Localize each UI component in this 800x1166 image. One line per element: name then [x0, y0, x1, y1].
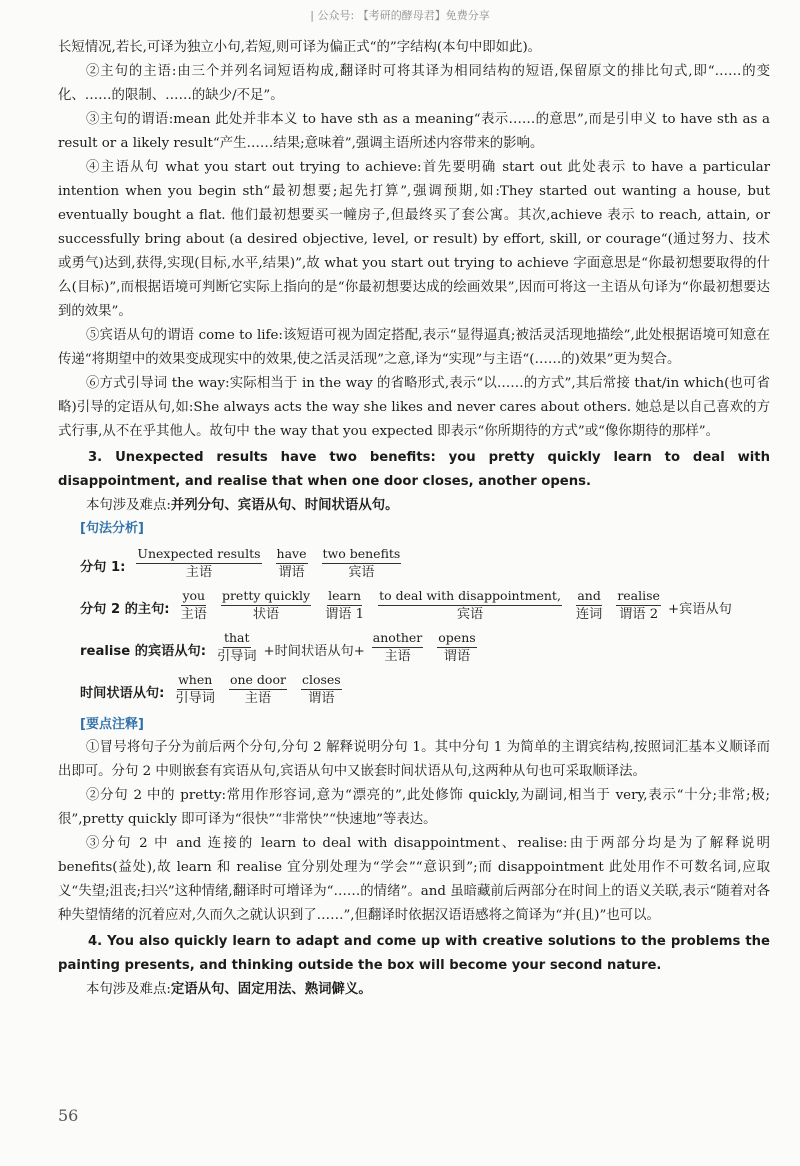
- analysis-row-label: realise 的宾语从句:: [80, 644, 206, 659]
- component-role: 主语: [185, 565, 213, 580]
- difficulty-prefix: 本句涉及难点:: [86, 498, 171, 513]
- analysis-row-label: 分句 1:: [80, 560, 126, 575]
- component-role: 谓语 1: [325, 607, 365, 622]
- key-note-1: ①冒号将句子分为前后两个分句,分句 2 解释说明分句 1。其中分句 1 为简单的主谓宾结构,按照词汇基本义顺译而出即可。分句 2 中则嵌套有宾语从句,宾语从句中又嵌套时间状语从句,这两种从句也可采取顺译法。: [58, 740, 770, 779]
- component-role: 宾语: [348, 565, 375, 580]
- component-role: 谓语: [308, 691, 335, 706]
- component-text: and: [576, 588, 602, 606]
- component-role: 主语: [384, 649, 411, 664]
- sentence-component: [301, 672, 342, 707]
- component-text: closes: [301, 672, 342, 690]
- paragraph-note-5: ⑤宾语从句的谓语 come to life:该短语可视为固定搭配,表示“显得逼真;被活灵活现地描绘”,此处根据语境可知意在传递“将期望中的效果变成现实中的效果,使之活灵活现”之意,译为“实现”与主语“(……的)效果”更为契合。: [58, 328, 770, 367]
- component-text: that: [223, 630, 251, 648]
- syntax-analysis-label: [句法分析]: [80, 521, 144, 536]
- paragraph-continuation: 长短情况,若长,可译为独立小句,若短,则可译为偏正式“的”字结构(本句中即如此)。: [58, 40, 542, 55]
- page-number: 56: [58, 1106, 79, 1125]
- sentence-4-title: 4. You also quickly learn to adapt and come up with creative solutions to the problems the painting presents, and thinking outside the box will become your second nature.: [58, 934, 770, 973]
- key-note-2: ②分句 2 中的 pretty:常用作形容词,意为“漂亮的”,此处修饰 quickly,为副词,相当于 very,表示“十分;非常;极;很”,pretty quickly 即可译为“很快”“非常快”“快速地”等表达。: [58, 788, 770, 827]
- component-text: Unexpected results: [136, 546, 261, 564]
- component-text: you: [181, 588, 206, 606]
- sentence-3-title: 3. Unexpected results have two benefits: you pretty quickly learn to deal with disappointment, and realise that when one door closes, another opens.: [58, 450, 770, 489]
- analysis-row-label: 分句 2 的主句:: [80, 602, 170, 617]
- sentence-component: [325, 588, 364, 623]
- component-role: 谓语: [278, 565, 305, 580]
- component-role: 主语: [244, 691, 272, 706]
- component-text: pretty quickly: [221, 588, 311, 606]
- key-notes-label: [要点注释]: [80, 717, 144, 732]
- sentence-component: [175, 672, 215, 707]
- syntax-analysis: [58, 546, 770, 708]
- header-text: | 公众号: 【考研的酵母君】免费分享: [310, 9, 490, 22]
- analysis-row: [80, 672, 770, 708]
- sentence-4-difficulty: [58, 978, 770, 1002]
- sentence-component: [136, 546, 261, 581]
- component-text: another: [372, 630, 423, 648]
- component-text: opens: [437, 630, 476, 648]
- sentence-component: [437, 630, 476, 665]
- component-role: 连词: [575, 607, 603, 622]
- key-note-3: ③分句 2 中 and 连接的 learn to deal with disappointment、realise:由于两部分均是为了解释说明 benefits(益处),故 learn 和 realise 宜分别处理为“学会”“意识到”;而 disappointment 此处用作不可数名词,应取义“失望;沮丧;扫兴”这种情绪,翻译时可增译为“……的情绪”。and 虽暗藏前后两部分在时间上的语义关联,表示“随着对各种失望情绪的沉着应对,久而久之就认识到了……”,但翻译时依据汉语语感将之简译为“并(且)”也可以。: [58, 836, 770, 923]
- component-role: 引导词: [216, 649, 257, 664]
- sentence-component: [221, 588, 311, 623]
- paragraph-note-6: ⑥方式引导词 the way:实际相当于 in the way 的省略形式,表示“以……的方式”,其后常接 that/in which(也可省略)引导的定语从句,如:She always acts the way she likes and never cares about others. 她总是以自己喜欢的方式行事,从不在乎其他人。故句中 the way that you expected 即表示“你所期待的方式”或“像你期待的那样”。: [58, 376, 770, 439]
- sentence-component: [229, 672, 287, 707]
- analysis-row: [80, 630, 770, 666]
- document-page: [58, 36, 770, 1002]
- component-text: one door: [229, 672, 287, 690]
- sentence-component: [378, 588, 562, 623]
- component-role: 状语: [252, 607, 280, 622]
- component-text: have: [276, 546, 308, 564]
- analysis-row-label: 时间状语从句:: [80, 686, 165, 701]
- paragraph-note-3: ③主句的谓语:mean 此处并非本义 to have sth as a meaning“表示……的意思”,而是引申义 to have sth as a result or a likely result“产生……结果;意味着”,强调主语所述内容带来的影响。: [58, 112, 770, 151]
- analysis-row: [80, 546, 770, 582]
- sentence-component: [576, 588, 602, 623]
- difficulty-points: 定语从句、固定用法、熟词僻义。: [170, 982, 372, 997]
- component-text: realise: [616, 588, 661, 606]
- component-text: learn: [327, 588, 362, 606]
- sentence-component: [217, 630, 257, 665]
- difficulty-prefix: 本句涉及难点:: [86, 982, 171, 997]
- component-text: when: [177, 672, 213, 690]
- component-text: two benefits: [322, 546, 402, 564]
- watermark-header: [0, 0, 800, 30]
- component-role: 谓语: [443, 649, 471, 664]
- paragraph-note-4: ④主语从句 what you start out trying to achieve:首先要明确 start out 此处表示 to have a particular intention when you begin sth“最初想要;起先打算”,强调预期,如:They started out wanting a house, but eventually bought a flat. 他们最初想要买一幢房子,但最终买了套公寓。其次,achieve 表示 to reach, attain, or successfully bring about (a desired objective, level, or result) by effort, skill, or courage“(通过努力、技术或勇气)达到,获得,实现(目标,水平,结果)”,故 what you start out trying to achieve 字面意思是“你最初想要取得的什么(目标)”,而根据语境可判断它实际上指向的是“你最初想要达成的绘画效果”,因而可将这一主语从句译为“你最初想要达到的效果”。: [58, 160, 770, 319]
- sentence-component: [372, 630, 423, 665]
- difficulty-points: 并列分句、宾语从句、时间状语从句。: [170, 498, 399, 513]
- component-connector: +宾语从句: [667, 602, 732, 617]
- analysis-row: [80, 588, 770, 624]
- sentence-component: [322, 546, 402, 581]
- sentence-component: [181, 588, 207, 623]
- sentence-component: [616, 588, 661, 623]
- paragraph-note-2: ②主句的主语:由三个并列名词短语构成,翻译时可将其译为相同结构的短语,保留原文的排比句式,即“……的变化、……的限制、……的缺少/不足”。: [58, 64, 770, 103]
- component-role: 引导词: [175, 691, 215, 706]
- sentence-component: [276, 546, 308, 581]
- component-connector: +时间状语从句+: [263, 644, 365, 659]
- component-role: 宾语: [456, 607, 484, 622]
- component-role: 谓语 2: [619, 607, 659, 622]
- component-role: 主语: [180, 607, 207, 622]
- sentence-3-difficulty: [58, 494, 770, 518]
- component-text: to deal with disappointment,: [378, 588, 562, 606]
